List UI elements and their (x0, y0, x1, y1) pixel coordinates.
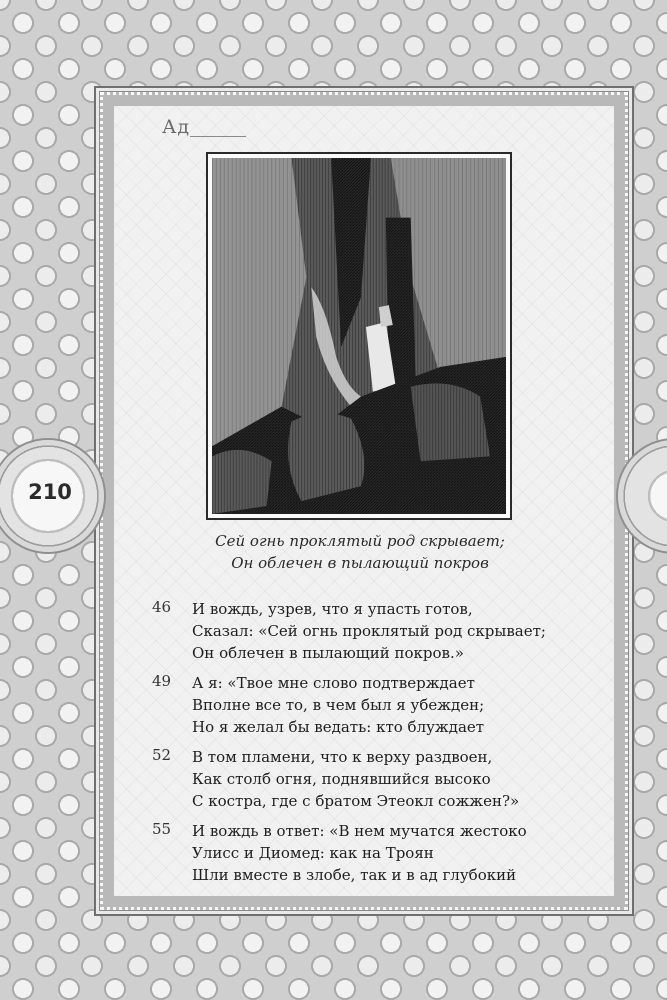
caption-line: Он облечен в пылающий покров (231, 554, 489, 572)
verse-line: Но я желал бы ведать: кто блуждает (192, 718, 485, 736)
illustration-caption (160, 530, 560, 574)
section-title-underline (190, 136, 246, 137)
verse-number: 49 (152, 672, 172, 690)
verse-line: С костра, где с братом Этеокл сожжен?» (192, 792, 520, 810)
verse-number: 52 (152, 746, 172, 764)
section-title: Ад (162, 116, 191, 138)
verse-line: А я: «Твое мне слово подтверждает (192, 674, 475, 692)
verse-line: И вождь, узрев, что я упасть готов, (192, 600, 473, 618)
dore-engraving-image (212, 158, 506, 514)
engraving-illustration (206, 152, 512, 520)
verse-line: Он облечен в пылающий покров.» (192, 644, 464, 662)
caption-line: Сей огнь проклятый род скрывает; (215, 532, 505, 550)
page-number: 210 (28, 480, 72, 504)
verse-number: 46 (152, 598, 172, 616)
verse-line: Сказал: «Сей огнь проклятый род скрывает; (192, 622, 546, 640)
verse-line: И вождь в ответ: «В нем мучатся жестоко (192, 822, 527, 840)
verse-line: В том пламени, что к верху раздвоен, (192, 748, 493, 766)
verse-number: 55 (152, 820, 172, 838)
verse-line: Вполне все то, в чем был я убежден; (192, 696, 485, 714)
verse-line: Как столб огня, поднявшийся высоко (192, 770, 491, 788)
verse-line: Шли вместе в злобе, так и в ад глубокий (192, 866, 517, 884)
verse-line: Улисс и Диомед: как на Троян (192, 844, 434, 862)
